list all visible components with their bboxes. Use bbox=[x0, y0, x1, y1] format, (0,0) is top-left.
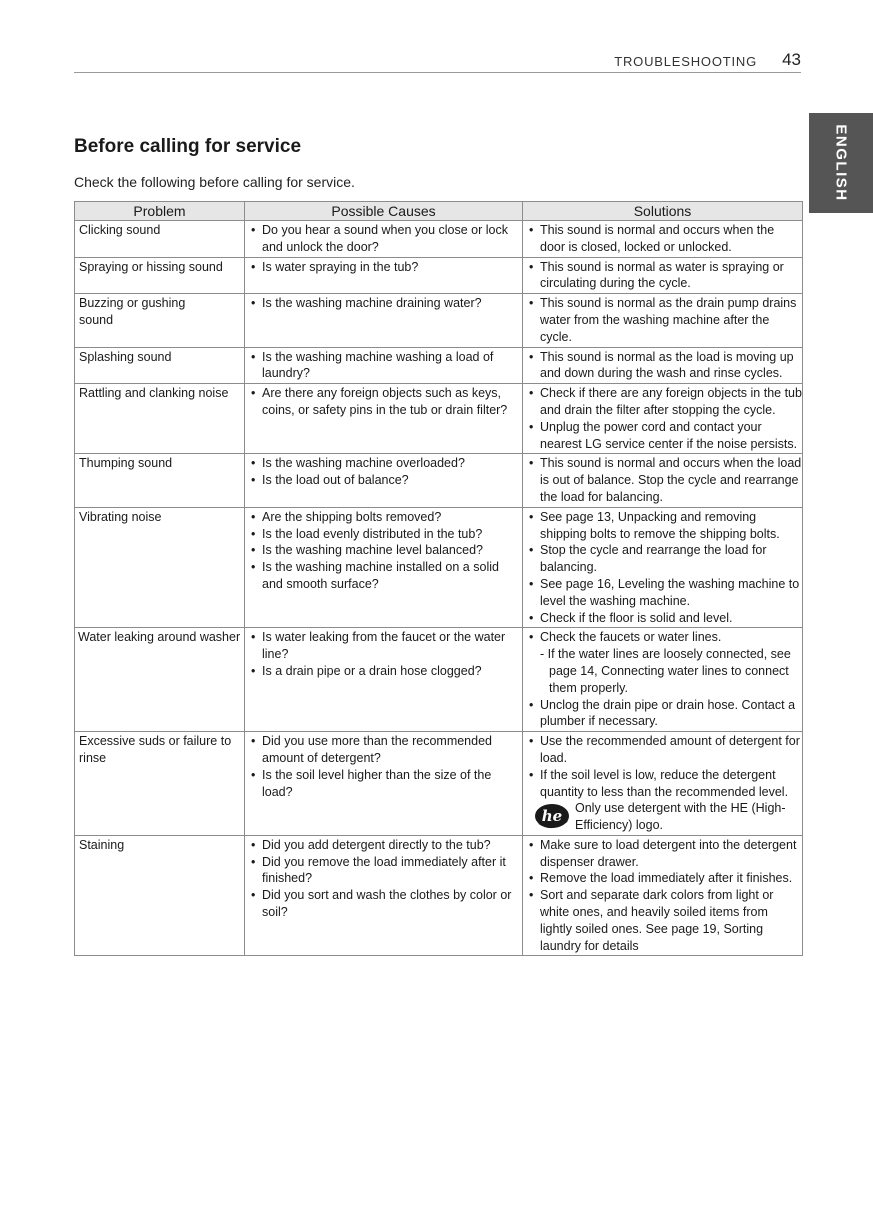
page-title: Before calling for service bbox=[74, 136, 302, 157]
causes-cell bbox=[245, 347, 523, 384]
cause-item: • Is the washing machine overloaded? bbox=[249, 455, 522, 472]
page-header bbox=[74, 50, 801, 73]
solution-item: • This sound is normal and occurs when the door is closed, locked or unlocked. bbox=[527, 222, 802, 256]
solutions-cell bbox=[523, 384, 803, 454]
cause-item: • Did you remove the load immediately after it finished? bbox=[249, 854, 522, 888]
problem-cell: Thumping sound bbox=[75, 454, 245, 507]
intro-text: Check the following before calling for service. bbox=[74, 174, 355, 190]
problem-cell: Clicking sound bbox=[75, 221, 245, 258]
cause-item: • Are there any foreign objects such as keys, coins, or safety pins in the tub or drain filter? bbox=[249, 385, 522, 419]
he-note bbox=[531, 800, 802, 834]
solution-item: • Unplug the power cord and contact your nearest LG service center if the noise persists. bbox=[527, 419, 802, 453]
table-row bbox=[75, 507, 803, 628]
table-row bbox=[75, 294, 803, 347]
problem-cell: Buzzing or gushing sound bbox=[75, 294, 245, 347]
cause-item: • Is the washing machine installed on a solid and smooth surface? bbox=[249, 559, 522, 593]
solution-item: • Check if the floor is solid and level. bbox=[527, 610, 802, 627]
causes-cell bbox=[245, 628, 523, 732]
table-header-row bbox=[75, 202, 803, 221]
solution-item: • This sound is normal as the load is moving up and down during the wash and rinse cycles. bbox=[527, 349, 802, 383]
table-row bbox=[75, 257, 803, 294]
solution-item: • Check the faucets or water lines. bbox=[527, 629, 802, 646]
solutions-cell bbox=[523, 257, 803, 294]
table-row bbox=[75, 835, 803, 956]
causes-cell bbox=[245, 384, 523, 454]
solution-item: • Remove the load immediately after it finishes. bbox=[527, 870, 802, 887]
troubleshooting-table bbox=[74, 201, 803, 956]
solution-item: • Sort and separate dark colors from light or white ones, and heavily soiled items from lightly soiled ones. See page 19, Sorting laundry for details bbox=[527, 887, 802, 954]
solutions-cell bbox=[523, 294, 803, 347]
solution-item: • This sound is normal as water is spraying or circulating during the cycle. bbox=[527, 259, 802, 293]
section-name: TROUBLESHOOTING bbox=[614, 54, 757, 69]
cause-item: • Did you add detergent directly to the tub? bbox=[249, 837, 522, 854]
column-header-problem: Problem bbox=[75, 202, 245, 221]
solutions-cell bbox=[523, 628, 803, 732]
solution-item: • If the soil level is low, reduce the detergent quantity to less than the recommended level. bbox=[527, 767, 802, 801]
solutions-cell bbox=[523, 221, 803, 258]
problem-cell: Splashing sound bbox=[75, 347, 245, 384]
solution-item: • Make sure to load detergent into the detergent dispenser drawer. bbox=[527, 837, 802, 871]
solution-item: • See page 13, Unpacking and removing shipping bolts to remove the shipping bolts. bbox=[527, 509, 802, 543]
table-row bbox=[75, 732, 803, 836]
cause-item: • Are the shipping bolts removed? bbox=[249, 509, 522, 526]
causes-cell bbox=[245, 257, 523, 294]
causes-cell bbox=[245, 221, 523, 258]
table-row bbox=[75, 454, 803, 507]
causes-cell bbox=[245, 507, 523, 628]
table-row bbox=[75, 221, 803, 258]
solution-item: • Stop the cycle and rearrange the load for balancing. bbox=[527, 542, 802, 576]
cause-item: • Is the load out of balance? bbox=[249, 472, 522, 489]
solution-item: • Use the recommended amount of detergent for load. bbox=[527, 733, 802, 767]
problem-cell: Vibrating noise bbox=[75, 507, 245, 628]
solution-item: • Check if there are any foreign objects in the tub and drain the filter after stopping the cycle. bbox=[527, 385, 802, 419]
causes-cell bbox=[245, 454, 523, 507]
table-row bbox=[75, 347, 803, 384]
causes-cell bbox=[245, 732, 523, 836]
problem-cell: Staining bbox=[75, 835, 245, 956]
solution-sub-item-continued: page 14, Connecting water lines to connect them properly. bbox=[549, 663, 789, 695]
cause-item: • Is the load evenly distributed in the tub? bbox=[249, 526, 522, 543]
cause-item: • Do you hear a sound when you close or lock and unlock the door? bbox=[249, 222, 522, 256]
solution-item: • See page 16, Leveling the washing machine to level the washing machine. bbox=[527, 576, 802, 610]
solutions-cell bbox=[523, 835, 803, 956]
cause-item: • Did you sort and wash the clothes by color or soil? bbox=[249, 887, 522, 921]
language-tab bbox=[809, 113, 873, 213]
problem-cell: Excessive suds or failure to rinse bbox=[75, 732, 245, 836]
he-logo-text: he bbox=[541, 807, 563, 826]
solutions-cell bbox=[523, 732, 803, 836]
problem-cell: Spraying or hissing sound bbox=[75, 257, 245, 294]
column-header-causes: Possible Causes bbox=[245, 202, 523, 221]
language-tab-label: ENGLISH bbox=[832, 124, 850, 202]
solution-item: • Unclog the drain pipe or drain hose. Contact a plumber if necessary. bbox=[527, 697, 802, 731]
problem-cell: Water leaking around washer bbox=[75, 628, 245, 732]
problem-cell: Rattling and clanking noise bbox=[75, 384, 245, 454]
he-logo-icon bbox=[531, 801, 573, 831]
solutions-cell bbox=[523, 507, 803, 628]
solution-item: • This sound is normal as the drain pump drains water from the washing machine after the cycle. bbox=[527, 295, 802, 345]
causes-cell bbox=[245, 835, 523, 956]
causes-cell bbox=[245, 294, 523, 347]
cause-item: • Did you use more than the recommended amount of detergent? bbox=[249, 733, 522, 767]
solutions-cell bbox=[523, 347, 803, 384]
cause-item: • Is water leaking from the faucet or the water line? bbox=[249, 629, 522, 663]
cause-item: • Is the soil level higher than the size of the load? bbox=[249, 767, 522, 801]
cause-item: • Is a drain pipe or a drain hose clogged? bbox=[249, 663, 522, 680]
page-number: 43 bbox=[782, 50, 801, 69]
column-header-solutions: Solutions bbox=[523, 202, 803, 221]
solution-item: • This sound is normal and occurs when the load is out of balance. Stop the cycle and rearrange the load for balancing. bbox=[527, 455, 802, 505]
cause-item: • Is the washing machine washing a load of laundry? bbox=[249, 349, 522, 383]
cause-item: • Is the washing machine draining water? bbox=[249, 295, 522, 312]
table-row bbox=[75, 628, 803, 732]
table-row bbox=[75, 384, 803, 454]
solutions-cell bbox=[523, 454, 803, 507]
cause-item: • Is the washing machine level balanced? bbox=[249, 542, 522, 559]
he-note-text: Only use detergent with the HE (High-Efficiency) logo. bbox=[575, 801, 786, 833]
solution-sub-item: - If the water lines are loosely connected, see bbox=[540, 647, 791, 662]
cause-item: • Is water spraying in the tub? bbox=[249, 259, 522, 276]
